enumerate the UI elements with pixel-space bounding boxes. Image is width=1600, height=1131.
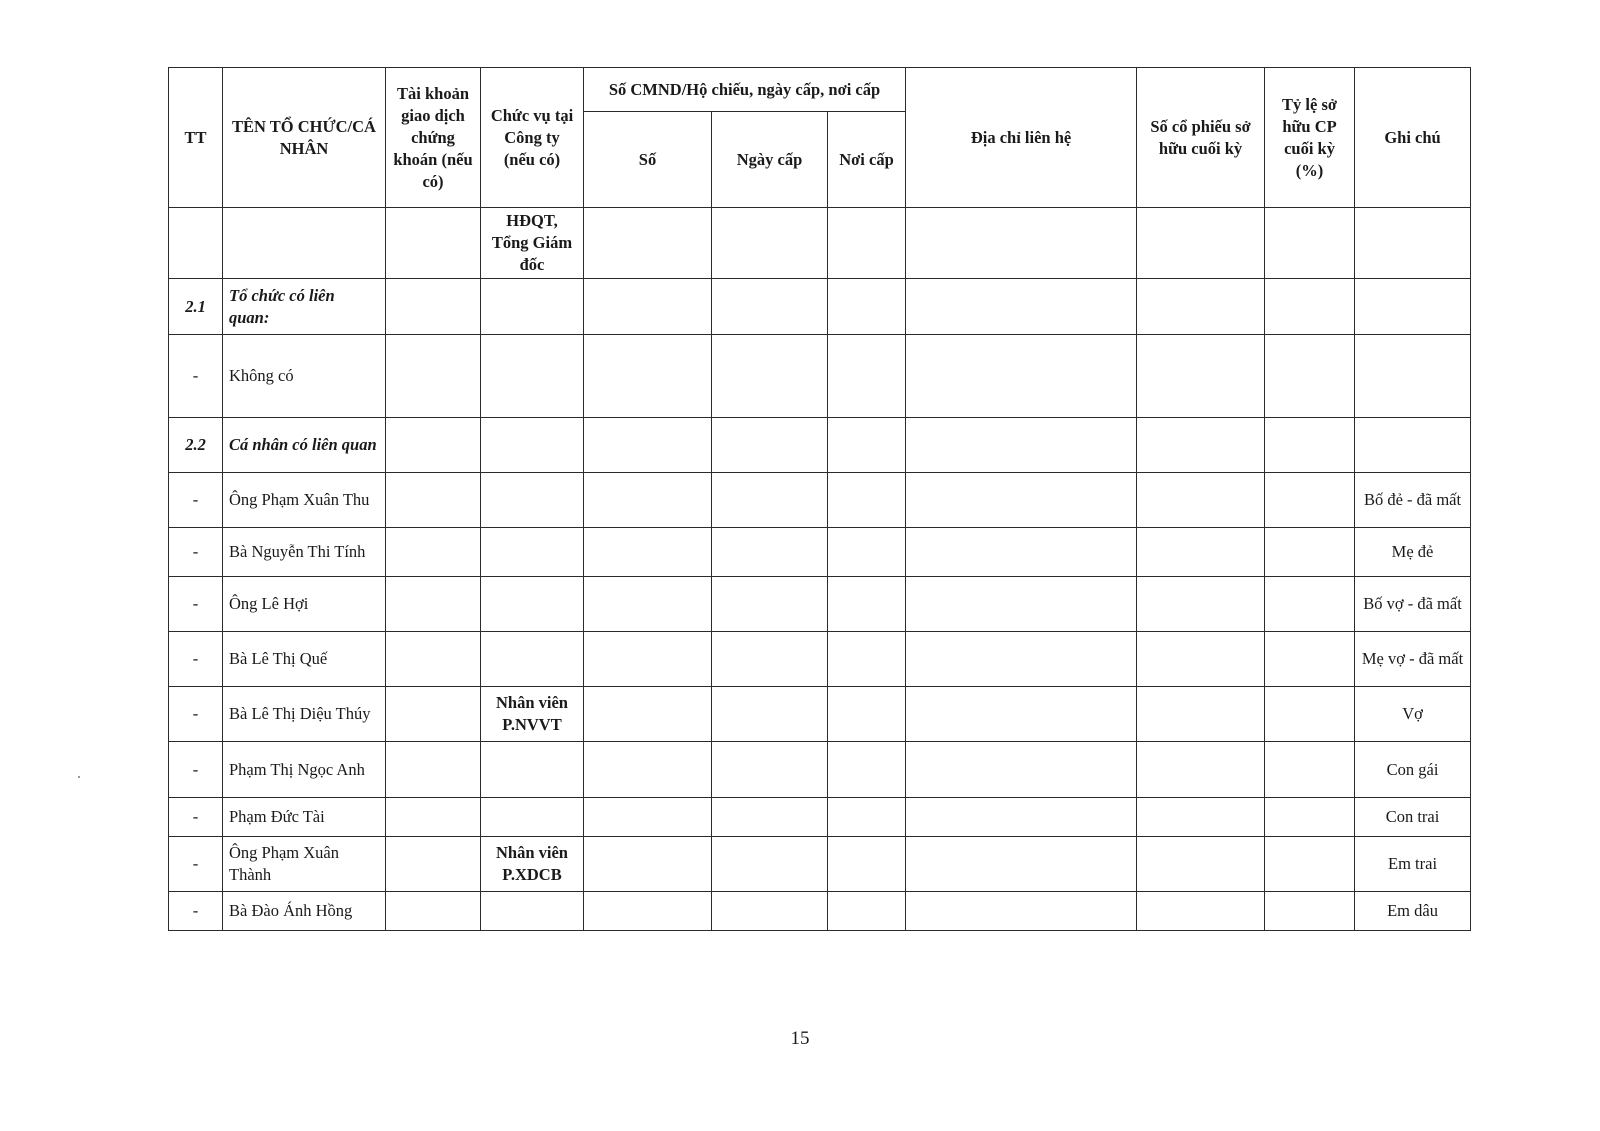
cell-account — [386, 837, 481, 892]
cell-id-number — [584, 742, 712, 798]
table-row — [169, 798, 1471, 837]
cell-address — [906, 798, 1137, 837]
cell-issue-place — [828, 473, 906, 528]
cell-tt — [169, 208, 223, 279]
scan-speck — [78, 776, 80, 778]
cell-note — [1355, 335, 1471, 418]
section-row — [169, 279, 1471, 335]
cell-id-number — [584, 279, 712, 335]
cell-id-number — [584, 798, 712, 837]
cell-id-number — [584, 335, 712, 418]
header-address: Địa chỉ liên hệ — [906, 68, 1137, 208]
cell-id-number — [584, 577, 712, 632]
header-account: Tài khoản giao dịch chứng khoán (nếu có) — [386, 68, 481, 208]
cell-address — [906, 208, 1137, 279]
cell-issue-place — [828, 798, 906, 837]
cell-ratio — [1265, 798, 1355, 837]
cell-position: Nhân viên P.XDCB — [481, 837, 584, 892]
cell-issue-place — [828, 577, 906, 632]
cell-address — [906, 279, 1137, 335]
cell-address — [906, 577, 1137, 632]
cell-tt: - — [169, 335, 223, 418]
cell-position — [481, 892, 584, 931]
header-ratio: Tỷ lệ sở hữu CP cuối kỳ (%) — [1265, 68, 1355, 208]
table-row — [169, 473, 1471, 528]
cell-account — [386, 528, 481, 577]
cell-note: Bố đẻ - đã mất — [1355, 473, 1471, 528]
cell-note: Em dâu — [1355, 892, 1471, 931]
cell-tt: - — [169, 892, 223, 931]
cell-issue-place — [828, 335, 906, 418]
cell-issue-date — [712, 418, 828, 473]
cell-note: Mẹ đẻ — [1355, 528, 1471, 577]
cell-note: Vợ — [1355, 687, 1471, 742]
cell-name — [223, 208, 386, 279]
table-row — [169, 208, 1471, 279]
cell-address — [906, 687, 1137, 742]
cell-name: Cá nhân có liên quan — [223, 418, 386, 473]
cell-account — [386, 577, 481, 632]
cell-account — [386, 208, 481, 279]
table-body — [169, 208, 1471, 931]
cell-tt: - — [169, 798, 223, 837]
cell-account — [386, 742, 481, 798]
cell-name: Bà Lê Thị Diệu Thúy — [223, 687, 386, 742]
cell-tt: - — [169, 837, 223, 892]
cell-address — [906, 418, 1137, 473]
cell-issue-date — [712, 279, 828, 335]
cell-id-number — [584, 892, 712, 931]
cell-shares — [1137, 687, 1265, 742]
cell-name: Không có — [223, 335, 386, 418]
cell-note — [1355, 279, 1471, 335]
cell-issue-place — [828, 892, 906, 931]
cell-shares — [1137, 577, 1265, 632]
cell-issue-place — [828, 632, 906, 687]
cell-tt: 2.1 — [169, 279, 223, 335]
table-header — [169, 68, 1471, 208]
cell-tt: 2.2 — [169, 418, 223, 473]
cell-id-number — [584, 473, 712, 528]
cell-issue-date — [712, 742, 828, 798]
cell-issue-place — [828, 687, 906, 742]
table-row — [169, 577, 1471, 632]
cell-shares — [1137, 798, 1265, 837]
cell-issue-date — [712, 798, 828, 837]
cell-issue-date — [712, 632, 828, 687]
table-row — [169, 335, 1471, 418]
cell-name: Phạm Thị Ngọc Anh — [223, 742, 386, 798]
cell-tt: - — [169, 577, 223, 632]
cell-name: Phạm Đức Tài — [223, 798, 386, 837]
cell-tt: - — [169, 473, 223, 528]
cell-account — [386, 335, 481, 418]
cell-tt: - — [169, 687, 223, 742]
cell-name: Tổ chức có liên quan: — [223, 279, 386, 335]
cell-id-number — [584, 687, 712, 742]
cell-note: Mẹ vợ - đã mất — [1355, 632, 1471, 687]
page-number: 15 — [790, 1028, 810, 1049]
cell-issue-date — [712, 892, 828, 931]
cell-position — [481, 742, 584, 798]
table-row — [169, 742, 1471, 798]
cell-issue-place — [828, 418, 906, 473]
cell-ratio — [1265, 837, 1355, 892]
cell-ratio — [1265, 742, 1355, 798]
cell-ratio — [1265, 687, 1355, 742]
cell-position — [481, 528, 584, 577]
cell-address — [906, 742, 1137, 798]
cell-shares — [1137, 892, 1265, 931]
cell-address — [906, 892, 1137, 931]
table-row — [169, 687, 1471, 742]
cell-note: Em trai — [1355, 837, 1471, 892]
cell-ratio — [1265, 473, 1355, 528]
section-row — [169, 418, 1471, 473]
header-name: TÊN TỔ CHỨC/CÁ NHÂN — [223, 68, 386, 208]
cell-issue-place — [828, 279, 906, 335]
cell-issue-place — [828, 742, 906, 798]
cell-shares — [1137, 528, 1265, 577]
cell-ratio — [1265, 335, 1355, 418]
cell-position — [481, 473, 584, 528]
cell-ratio — [1265, 279, 1355, 335]
header-note: Ghi chú — [1355, 68, 1471, 208]
cell-note: Con trai — [1355, 798, 1471, 837]
cell-name: Bà Nguyễn Thi Tính — [223, 528, 386, 577]
header-position: Chức vụ tại Công ty (nếu có) — [481, 68, 584, 208]
cell-issue-place — [828, 837, 906, 892]
cell-id-number — [584, 528, 712, 577]
header-id-group: Số CMND/Hộ chiếu, ngày cấp, nơi cấp — [584, 68, 906, 112]
header-tt: TT — [169, 68, 223, 208]
cell-position — [481, 798, 584, 837]
cell-shares — [1137, 837, 1265, 892]
cell-shares — [1137, 335, 1265, 418]
table-row — [169, 632, 1471, 687]
table-row — [169, 892, 1471, 931]
cell-issue-date — [712, 577, 828, 632]
cell-address — [906, 528, 1137, 577]
cell-shares — [1137, 632, 1265, 687]
cell-ratio — [1265, 632, 1355, 687]
cell-name: Ông Lê Hợi — [223, 577, 386, 632]
cell-shares — [1137, 742, 1265, 798]
cell-note — [1355, 208, 1471, 279]
cell-account — [386, 798, 481, 837]
cell-issue-date — [712, 687, 828, 742]
cell-position: Nhân viên P.NVVT — [481, 687, 584, 742]
cell-address — [906, 837, 1137, 892]
cell-account — [386, 473, 481, 528]
cell-account — [386, 418, 481, 473]
cell-name: Bà Lê Thị Quế — [223, 632, 386, 687]
cell-tt: - — [169, 632, 223, 687]
cell-issue-place — [828, 208, 906, 279]
cell-tt: - — [169, 742, 223, 798]
cell-id-number — [584, 632, 712, 687]
cell-note: Bố vợ - đã mất — [1355, 577, 1471, 632]
cell-address — [906, 335, 1137, 418]
cell-position — [481, 577, 584, 632]
table-row — [169, 528, 1471, 577]
cell-issue-date — [712, 473, 828, 528]
header-shares: Số cổ phiếu sở hữu cuối kỳ — [1137, 68, 1265, 208]
cell-address — [906, 632, 1137, 687]
cell-issue-date — [712, 837, 828, 892]
cell-name: Ông Phạm Xuân Thành — [223, 837, 386, 892]
cell-position: HĐQT, Tổng Giám đốc — [481, 208, 584, 279]
cell-ratio — [1265, 418, 1355, 473]
cell-issue-place — [828, 528, 906, 577]
header-id-number: Số — [584, 112, 712, 208]
cell-id-number — [584, 837, 712, 892]
cell-issue-date — [712, 335, 828, 418]
cell-shares — [1137, 279, 1265, 335]
table-row — [169, 837, 1471, 892]
cell-note: Con gái — [1355, 742, 1471, 798]
cell-account — [386, 279, 481, 335]
cell-account — [386, 632, 481, 687]
cell-address — [906, 473, 1137, 528]
cell-account — [386, 892, 481, 931]
cell-account — [386, 687, 481, 742]
cell-shares — [1137, 473, 1265, 528]
cell-id-number — [584, 208, 712, 279]
cell-name: Ông Phạm Xuân Thu — [223, 473, 386, 528]
cell-ratio — [1265, 528, 1355, 577]
related-persons-table — [168, 67, 1471, 931]
cell-shares — [1137, 418, 1265, 473]
cell-issue-date — [712, 528, 828, 577]
cell-position — [481, 632, 584, 687]
cell-name: Bà Đào Ánh Hồng — [223, 892, 386, 931]
cell-id-number — [584, 418, 712, 473]
cell-shares — [1137, 208, 1265, 279]
header-issue-place: Nơi cấp — [828, 112, 906, 208]
header-issue-date: Ngày cấp — [712, 112, 828, 208]
cell-note — [1355, 418, 1471, 473]
cell-tt: - — [169, 528, 223, 577]
cell-ratio — [1265, 577, 1355, 632]
cell-position — [481, 335, 584, 418]
cell-position — [481, 279, 584, 335]
cell-ratio — [1265, 892, 1355, 931]
cell-issue-date — [712, 208, 828, 279]
cell-position — [481, 418, 584, 473]
cell-ratio — [1265, 208, 1355, 279]
